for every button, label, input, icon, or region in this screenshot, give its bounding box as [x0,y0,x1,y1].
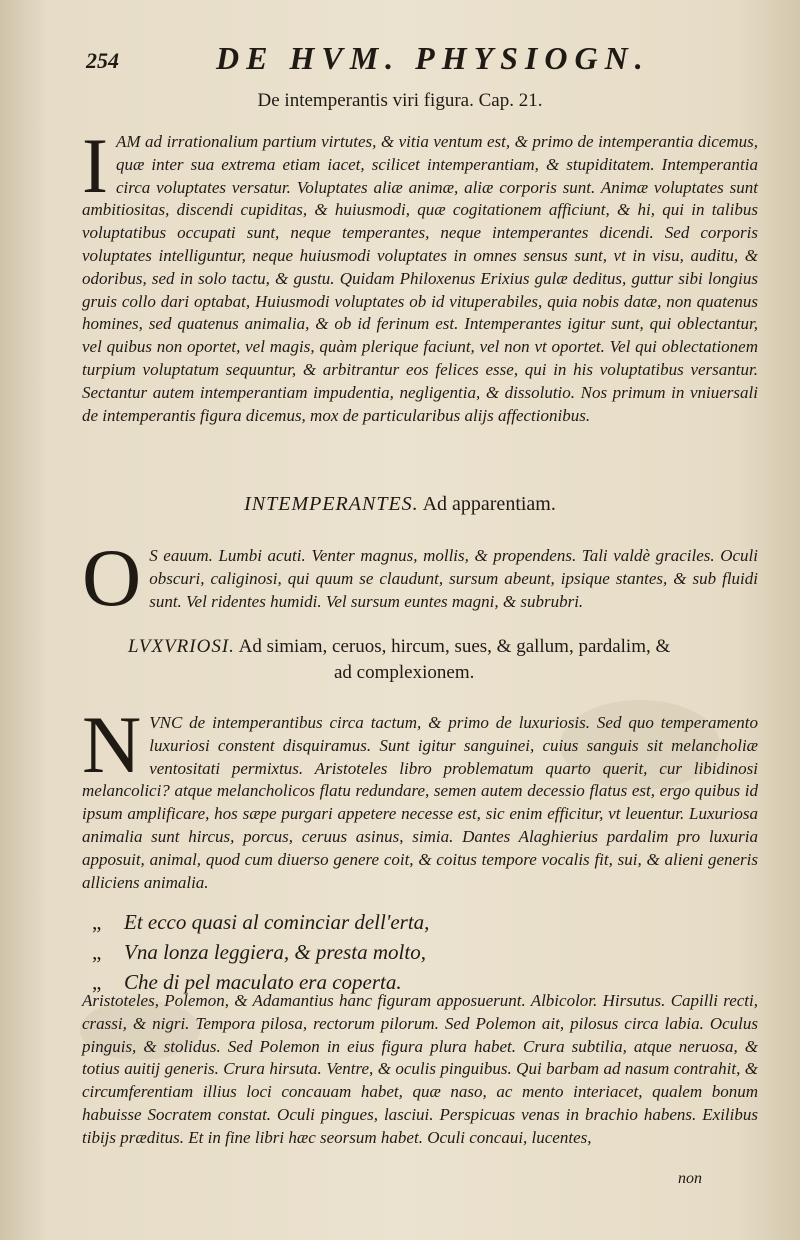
heading-roman: Ad apparentiam. [422,493,556,515]
paragraph-text: AM ad irrationalium partium virtutes, & vitia ventum est, & primo de intemperantia dicemus, quæ inter sua extrema etiam iacet, scilicet intemperantiam, & stupiditatem. Intemperantia circa voluptates versatur. Voluptates aliæ animæ, aliæ corporis sunt. Animæ voluptates sunt ambitiositas, discendi cupiditas, & huiusmodi, quæ cogitationem afficiunt, & hi, qui in talibus voluptatibus occupati sunt, neque temperantes, neque intemperantes dicendi. Sed corporis voluptates intelliguntur, neque huiusmodi voluptates in omnes sensus sunt, vt in visu, auditu, & odoribus, sed in solo tactu, & gustu. Quidam Philoxenus Erixius gulæ deditus, guttur sibi longius gruis collo dari optabat, Huiusmodi voluptates ob id vituperabiles, quia nobis datæ, non quatenus homines, sed quatenus animalia, & ob id ferinum est. Intemperantes igitur sunt, qui oblectantur, vel quibus non oportet, vel magis, quàm plerique faciunt, vel non vt oportet. Vel qui oblectationem turpium voluptatum sequuntur, & arbitrantur eos felices esse, qui in his voluptatibus versantur. Sectantur autem intemperantiam impudentia, negligentia, & dissolutio. Nos primum in vniuersali de intemperantis figura dicemus, mox de particularibus alijs affectionibus. [82,132,758,425]
section-heading-intemperantes [0,493,800,516]
paragraph-text: S eauum. Lumbi acuti. Venter magnus, mollis, & propendens. Tali valdè graciles. Oculi obscuri, caliginosi, qui quum se claudunt, sursum abeunt, ipsique stantes, & sub fluidi sunt. Vel ridentes humidi. Vel sursum euntes magni, & subrubri. [149,546,758,611]
verse-quotation [92,907,429,997]
verse-text: Et ecco quasi al cominciar dell'erta, [124,910,430,934]
heading-roman-line2: ad complexionem. [334,662,475,683]
paragraph-luxuriosi [82,699,758,894]
quote-mark: „ [92,940,102,964]
heading-italic: LVXVRIOSI. [128,636,235,657]
paragraph-text: VNC de intemperantibus circa tactum, & primo de luxuriosis. Sed quo temperamento luxuriosi constent disquiramus. Sunt igitur sanguinei, cuius sanguis sit melancholiæ ventositati permixtus. Aristoteles libro problematum quarto querit, cur libidinosi melancolici? atque melancholicos flatu redundare, semen autem decessio flatus est, ergo quibus id ipsum amplificare, hos sæpe purgari appetere necesse est, sic enim efficitur, vt leuentur. Luxuriosa animalia sunt hircus, porcus, ceruus asinus, simia. Dantes Alaghierius pardalim pro luxuria apposuit, animal, quod cum diuerso genere coit, & coitus tempore vocalis fit, sui, & alieni generis alliciens animalia. [82,713,758,892]
paragraph-authorities [82,990,758,1150]
running-title: DE HVM. PHYSIOGN. [216,40,650,76]
paragraph-text: Aristoteles, Polemon, & Adamantius hanc figuram apposuerunt. Albicolor. Hirsutus. Capilli recti, crassi, & nigri. Tempora pilosa, rectorum pilorum. Sed Polemon ait, pilosus circa labia. Oculus pinguis, & stolidus. Sed Polemon in eius figura plura habet. Crura subtilia, atque neruosa, & totius auitij generis. Crura hirsuta. Ventre, & oculis pinguibus. Qui barbam ad nasum contrahit, & circumferentiam illius loci concauam habet, quæ naso, ac mento interiacet, qualem bonum habuisse Socratem constat. Oculi pingues, lasciui. Perspicuas venas in brachio habens. Exilibus tibijs præditus. Et in fine libri hæc seorsum habet. Oculi concaui, lucentes, [82,991,758,1147]
drop-cap: I [82,122,108,209]
page-header [86,40,760,84]
chapter-title: De intemperantis viri figura. Cap. 21. [257,90,543,111]
verse-text: Che di pel maculato era coperta. [124,970,402,994]
paragraph-intro [82,122,758,427]
verse-text: Vna lonza leggiera, & presta molto, [124,940,426,964]
drop-cap: N [82,699,142,790]
drop-cap: O [82,532,142,623]
quote-mark: „ [92,910,102,934]
quote-mark: „ [92,970,102,994]
section-heading-luxuriosi [128,634,728,686]
heading-roman-line1: Ad simiam, ceruos, hircum, sues, & gallum, pardalim, & [238,636,671,657]
page-number: 254 [86,48,119,73]
verse-line [92,937,429,967]
catchword: non [678,1170,702,1187]
verse-line [92,907,429,937]
heading-italic: INTEMPERANTES. [244,493,419,515]
paragraph-signs [82,532,758,623]
